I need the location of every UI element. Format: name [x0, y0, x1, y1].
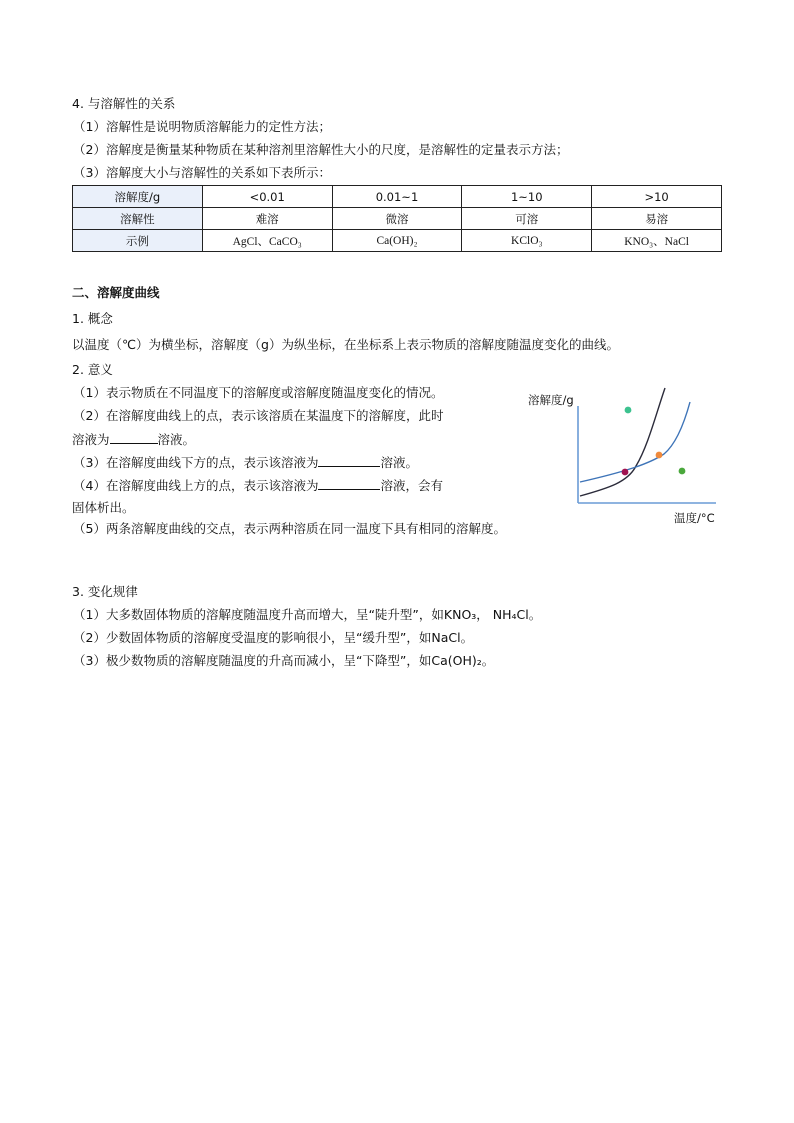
table-cell: 可溶	[462, 208, 592, 230]
text-fragment: 溶液。	[380, 455, 418, 470]
meaning-title: 2. 意义	[72, 362, 113, 377]
section-two-heading: 二、溶解度曲线	[72, 285, 160, 300]
point-below-curve	[679, 468, 686, 475]
rule-2: （2）少数固体物质的溶解度受温度的影响很小，呈“缓升型”，如NaCl。	[73, 630, 474, 645]
table-cell: KClO₃	[462, 230, 592, 252]
section-3-title: 3. 变化规律	[72, 584, 138, 599]
table-cell: 溶解性	[73, 208, 203, 230]
section-4-item-1: （1）溶解性是说明物质溶解能力的定性方法；	[73, 119, 331, 134]
section-4-item-3: （3）溶解度大小与溶解性的关系如下表所示：	[73, 165, 331, 180]
section-4-title: 4. 与溶解性的关系	[72, 96, 176, 111]
table-cell: KNO₃、NaCl	[592, 230, 722, 252]
table-row	[73, 230, 722, 252]
point-above-curve	[625, 407, 632, 414]
concept-text: 以温度（℃）为横坐标，溶解度（g）为纵坐标，在坐标系上表示物质的溶解度随温度变化的曲线。	[72, 337, 619, 352]
table-cell: 0.01~1	[332, 186, 462, 208]
text-fragment: 溶液，会有	[380, 478, 443, 493]
meaning-item-2: （2）在溶解度曲线上的点，表示该溶质在某温度下的溶解度，此时	[73, 408, 444, 423]
table-cell: 难溶	[202, 208, 332, 230]
table-cell: 易溶	[592, 208, 722, 230]
table-cell: <0.01	[202, 186, 332, 208]
section-4-item-2: （2）溶解度是衡量某种物质在某种溶剂里溶解性大小的尺度，是溶解性的定量表示方法；	[73, 142, 569, 157]
meaning-item-3	[73, 453, 418, 472]
table-cell: >10	[592, 186, 722, 208]
fill-blank[interactable]	[318, 453, 380, 467]
table-row	[73, 208, 722, 230]
table-cell: AgCl、CaCO₃	[202, 230, 332, 252]
gentle-curve	[580, 402, 690, 482]
x-axis-label: 温度/°C	[674, 511, 715, 525]
concept-title: 1. 概念	[72, 311, 113, 326]
table-cell: 微溶	[332, 208, 462, 230]
rule-1: （1）大多数固体物质的溶解度随温度升高而增大，呈“陡升型”，如KNO₃， NH₄Cl。	[73, 607, 542, 622]
solubility-table	[72, 185, 722, 252]
meaning-item-5: （5）两条溶解度曲线的交点，表示两种溶质在同一温度下具有相同的溶解度。	[73, 521, 506, 536]
table-row	[73, 186, 722, 208]
y-axis-label: 溶解度/g	[528, 393, 574, 407]
table-cell: 示例	[73, 230, 203, 252]
meaning-item-4	[73, 476, 443, 495]
text-fragment: 溶液为	[72, 432, 110, 447]
rule-3: （3）极少数物质的溶解度随温度的升高而减小，呈“下降型”，如Ca(OH)₂。	[73, 653, 495, 668]
steep-curve	[580, 388, 665, 496]
text-fragment: （4）在溶解度曲线上方的点，表示该溶液为	[73, 478, 319, 493]
table-cell: Ca(OH)₂	[332, 230, 462, 252]
text-fragment: 溶液。	[157, 432, 196, 447]
fill-blank[interactable]	[110, 430, 158, 444]
table-cell: 溶解度/g	[73, 186, 203, 208]
meaning-item-2-cont	[72, 430, 195, 449]
text-fragment: （3）在溶解度曲线下方的点，表示该溶液为	[73, 455, 319, 470]
meaning-item-4-cont: 固体析出。	[72, 500, 135, 515]
fill-blank[interactable]	[318, 476, 380, 490]
point-intersection	[622, 469, 629, 476]
meaning-item-1: （1）表示物质在不同温度下的溶解度或溶解度随温度变化的情况。	[73, 385, 444, 400]
solubility-curve-graph	[524, 384, 724, 529]
table-cell: 1~10	[462, 186, 592, 208]
point-on-curve	[656, 452, 663, 459]
